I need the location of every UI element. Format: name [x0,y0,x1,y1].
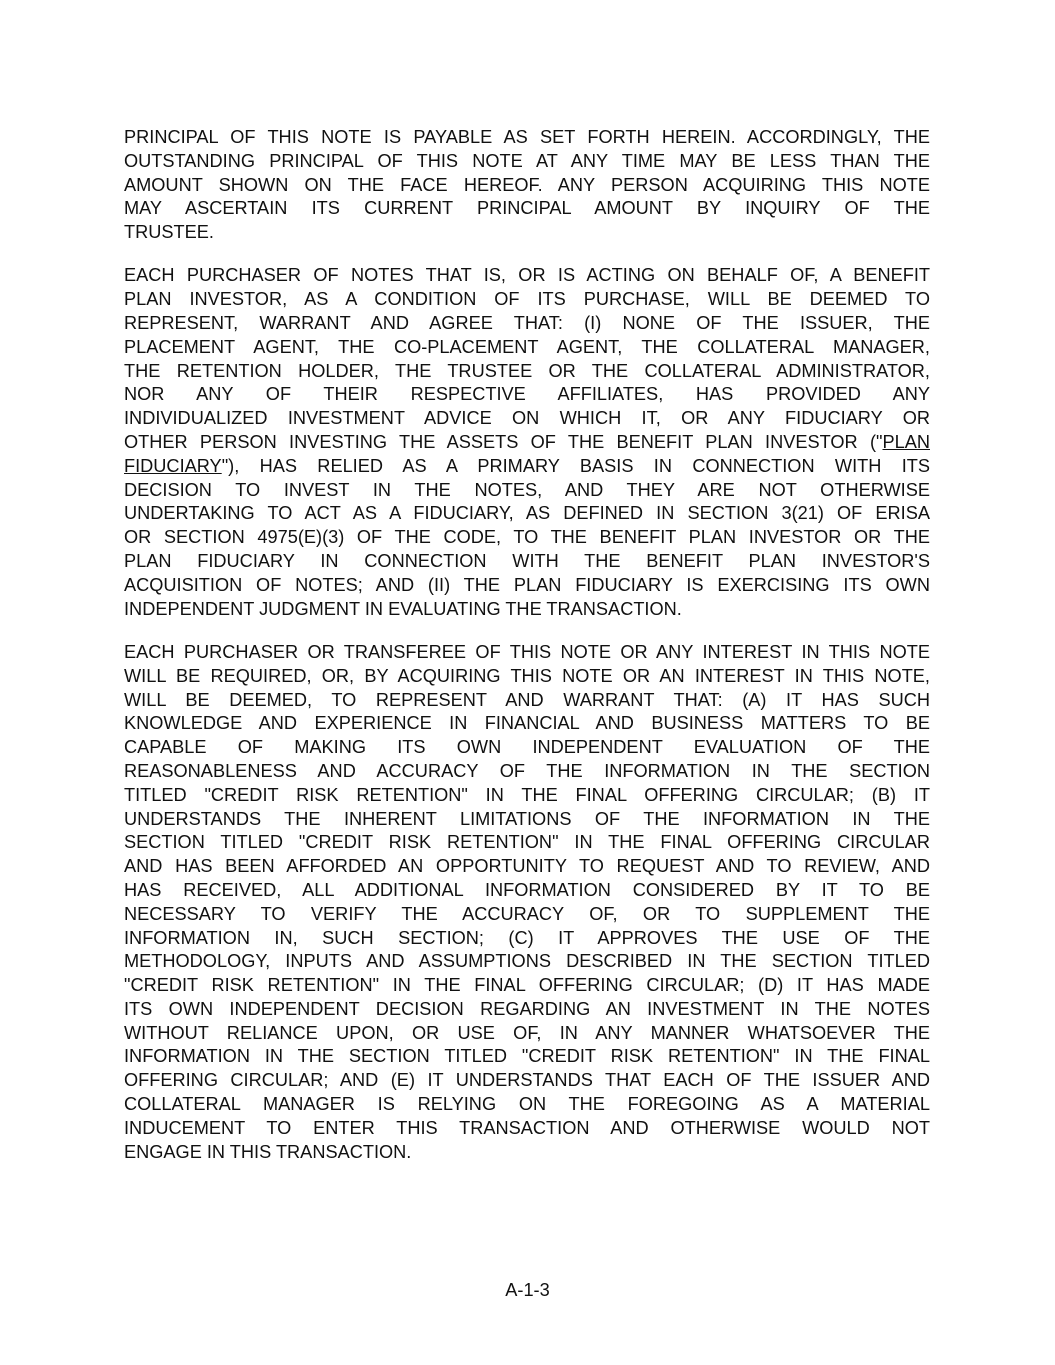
text-line: ACQUISITION OF NOTES; AND (II) THE PLAN FIDUCIARY IS EXERCISING ITS OWN [124,574,930,595]
text-line: INDUCEMENT TO ENTER THIS TRANSACTION AND OTHERWISE WOULD NOT [124,1117,930,1138]
text-segment: "), HAS RELIED AS A PRIMARY BASIS IN CONNECTION WITH ITS [221,455,930,476]
text-line: ENGAGE IN THIS TRANSACTION. [124,1141,412,1162]
text-line: ITS OWN INDEPENDENT DECISION REGARDING AN INVESTMENT IN THE NOTES [124,998,930,1019]
text-line: INDIVIDUALIZED INVESTMENT ADVICE ON WHICH IT, OR ANY FIDUCIARY OR [124,408,930,429]
page-number: A-1-3 [505,1280,550,1300]
paragraph [124,264,930,621]
text-line: NECESSARY TO VERIFY THE ACCURACY OF, OR TO SUPPLEMENT THE [124,903,930,924]
text-line: TITLED "CREDIT RISK RETENTION" IN THE FINAL OFFERING CIRCULAR; (B) IT [124,784,930,805]
text-line: REPRESENT, WARRANT AND AGREE THAT: (I) NONE OF THE ISSUER, THE [124,313,930,334]
text-segment: OTHER PERSON INVESTING THE ASSETS OF THE BENEFIT PLAN INVESTOR (" [124,432,883,453]
text-line: TRUSTEE. [124,222,214,243]
text-line: SECTION TITLED "CREDIT RISK RETENTION" IN THE FINAL OFFERING CIRCULAR [124,832,930,853]
text-line: MAY ASCERTAIN ITS CURRENT PRINCIPAL AMOUNT BY INQUIRY OF THE [124,198,930,219]
text-line: WILL BE DEEMED, TO REPRESENT AND WARRANT THAT: (A) IT HAS SUCH [124,689,930,710]
text-line: HAS RECEIVED, ALL ADDITIONAL INFORMATION CONSIDERED BY IT TO BE [124,879,930,900]
text-line: NOR ANY OF THEIR RESPECTIVE AFFILIATES, HAS PROVIDED ANY [124,384,930,405]
document-body [124,126,930,1184]
text-line: COLLATERAL MANAGER IS RELYING ON THE FOREGOING AS A MATERIAL [124,1094,930,1115]
text-line: KNOWLEDGE AND EXPERIENCE IN FINANCIAL AND BUSINESS MATTERS TO BE [124,713,930,734]
text-line: "CREDIT RISK RETENTION" IN THE FINAL OFFERING CIRCULAR; (D) IT HAS MADE [124,975,930,996]
text-line: PRINCIPAL OF THIS NOTE IS PAYABLE AS SET FORTH HEREIN. ACCORDINGLY, THE [124,127,930,147]
text-line: UNDERTAKING TO ACT AS A FIDUCIARY, AS DEFINED IN SECTION 3(21) OF ERISA [124,503,930,524]
text-line: WITHOUT RELIANCE UPON, OR USE OF, IN ANY MANNER WHATSOEVER THE [124,1022,930,1043]
text-line: UNDERSTANDS THE INHERENT LIMITATIONS OF THE INFORMATION IN THE [124,808,930,829]
text-line: PLACEMENT AGENT, THE CO-PLACEMENT AGENT, THE COLLATERAL MANAGER, [124,336,930,357]
text-line: AND HAS BEEN AFFORDED AN OPPORTUNITY TO REQUEST AND TO REVIEW, AND [124,856,930,877]
text-line: INFORMATION IN, SUCH SECTION; (C) IT APPROVES THE USE OF THE [124,927,930,948]
paragraph [124,126,930,245]
text-line: OR SECTION 4975(E)(3) OF THE CODE, TO THE BENEFIT PLAN INVESTOR OR THE [124,527,930,548]
text-line: EACH PURCHASER OR TRANSFEREE OF THIS NOTE OR ANY INTEREST IN THIS NOTE [124,641,930,662]
text-line: OUTSTANDING PRINCIPAL OF THIS NOTE AT ANY TIME MAY BE LESS THAN THE [124,150,930,171]
text-line: OFFERING CIRCULAR; AND (E) IT UNDERSTANDS THAT EACH OF THE ISSUER AND [124,1070,930,1091]
text-line: DECISION TO INVEST IN THE NOTES, AND THEY ARE NOT OTHERWISE [124,479,930,500]
defined-term: PLAN [882,432,930,453]
text-line: EACH PURCHASER OF NOTES THAT IS, OR IS ACTING ON BEHALF OF, A BENEFIT [124,265,930,286]
text-line: REASONABLENESS AND ACCURACY OF THE INFORMATION IN THE SECTION [124,760,930,781]
text-line: INFORMATION IN THE SECTION TITLED "CREDIT RISK RETENTION" IN THE FINAL [124,1046,930,1067]
paragraph [124,641,930,1165]
text-line: WILL BE REQUIRED, OR, BY ACQUIRING THIS NOTE OR AN INTEREST IN THIS NOTE, [124,665,930,686]
text-line [124,455,930,479]
text-line: INDEPENDENT JUDGMENT IN EVALUATING THE TRANSACTION. [124,598,682,619]
text-line: CAPABLE OF MAKING ITS OWN INDEPENDENT EVALUATION OF THE [124,737,930,758]
text-line: PLAN INVESTOR, AS A CONDITION OF ITS PURCHASE, WILL BE DEEMED TO [124,289,930,310]
text-line: PLAN FIDUCIARY IN CONNECTION WITH THE BENEFIT PLAN INVESTOR'S [124,551,930,572]
text-line: THE RETENTION HOLDER, THE TRUSTEE OR THE COLLATERAL ADMINISTRATOR, [124,360,930,381]
text-line: METHODOLOGY, INPUTS AND ASSUMPTIONS DESCRIBED IN THE SECTION TITLED [124,951,930,972]
defined-term: FIDUCIARY [124,455,222,476]
text-line: AMOUNT SHOWN ON THE FACE HEREOF. ANY PERSON ACQUIRING THIS NOTE [124,174,930,195]
text-line [124,431,930,455]
